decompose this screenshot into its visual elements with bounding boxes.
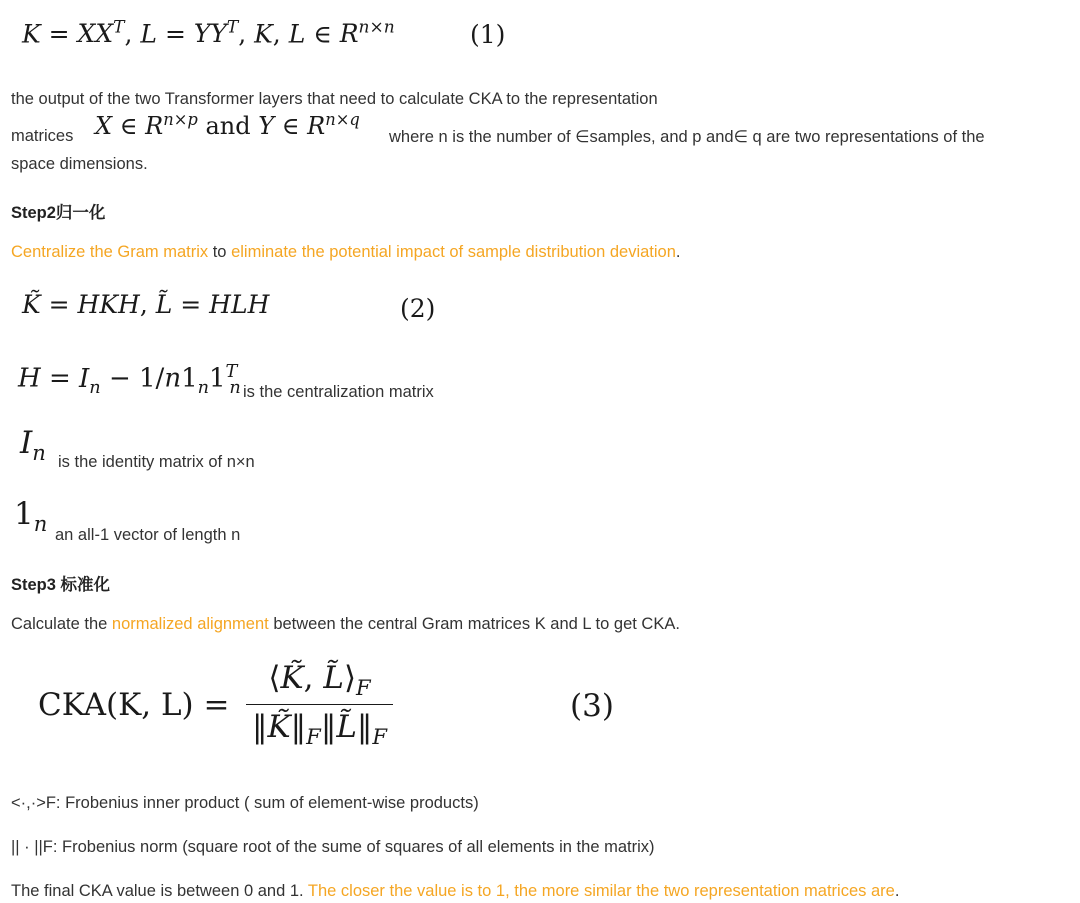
ones-vector-symbol: $1_n$: [14, 496, 48, 537]
step2-to-word: to: [208, 243, 232, 261]
paragraph-line-2-tail: where n is the number of ∈samples, and p and∈ q are two representations of the: [389, 128, 985, 146]
step2-highlight-1: Centralize the Gram matrix: [11, 243, 209, 261]
equation-2: K̃ = HKH, L̃ = HLH: [22, 290, 270, 319]
and-word: and: [205, 112, 251, 140]
step3-heading: Step3 标准化: [11, 576, 111, 594]
final-sentence: [11, 882, 899, 901]
step3-highlight: normalized alignment: [111, 615, 269, 633]
step2-period: .: [675, 243, 681, 261]
equation-3-tag: (3): [570, 688, 614, 724]
matrices-word: matrices: [11, 127, 74, 145]
matrix-x-expression: X ∈ $R^{n\times p}$ and Y ∈ $R^{n\times q}$: [95, 110, 360, 140]
cka-fraction: $\frac{⟨K̃, L̃⟩_F}{‖K̃‖_F‖L̃‖_F}$: [246, 660, 393, 749]
step2-highlight-2: eliminate the potential impact of sample distribution deviation: [231, 243, 676, 261]
equation-2-tag: (2): [400, 294, 436, 323]
final-pre-text: The final CKA value is between 0 and 1.: [11, 882, 308, 900]
step2-description: [11, 243, 681, 262]
step3-post-text: between the central Gram matrices K and L to get CKA.: [268, 615, 680, 633]
cka-lhs: CKA(K, L) =: [38, 687, 230, 723]
h-matrix-description: is the centralization matrix: [243, 383, 434, 401]
paragraph-line-1: the output of the two Transformer layers that need to calculate CKA to the representation: [11, 90, 658, 108]
final-highlight: The closer the value is to 1, the more similar the two representation matrices are: [307, 882, 895, 900]
h-matrix-formula: $H = I_n - 1/n1_n1^T_n$: [18, 362, 241, 398]
identity-matrix-description: is the identity matrix of n×n: [58, 453, 255, 471]
identity-matrix-symbol: $I_n$: [20, 425, 46, 466]
final-period: .: [894, 882, 900, 900]
inner-product-note: <·,·>F: Frobenius inner product ( sum of element-wise products): [11, 794, 479, 812]
step3-description: [11, 615, 680, 634]
step2-heading: Step2归一化: [11, 204, 106, 222]
paragraph-line-3: space dimensions.: [11, 155, 148, 173]
equation-1-tag: (1): [470, 20, 506, 49]
step3-pre-text: Calculate the: [11, 615, 112, 633]
ones-vector-description: an all-1 vector of length n: [55, 526, 241, 544]
norm-note: || · ||F: Frobenius norm (square root of the sume of squares of all elements in the matrix): [11, 838, 655, 856]
equation-1: $K = XX^T$, $L = YY^T$, K, L ∈ $R^{n\times n}$: [22, 18, 395, 49]
